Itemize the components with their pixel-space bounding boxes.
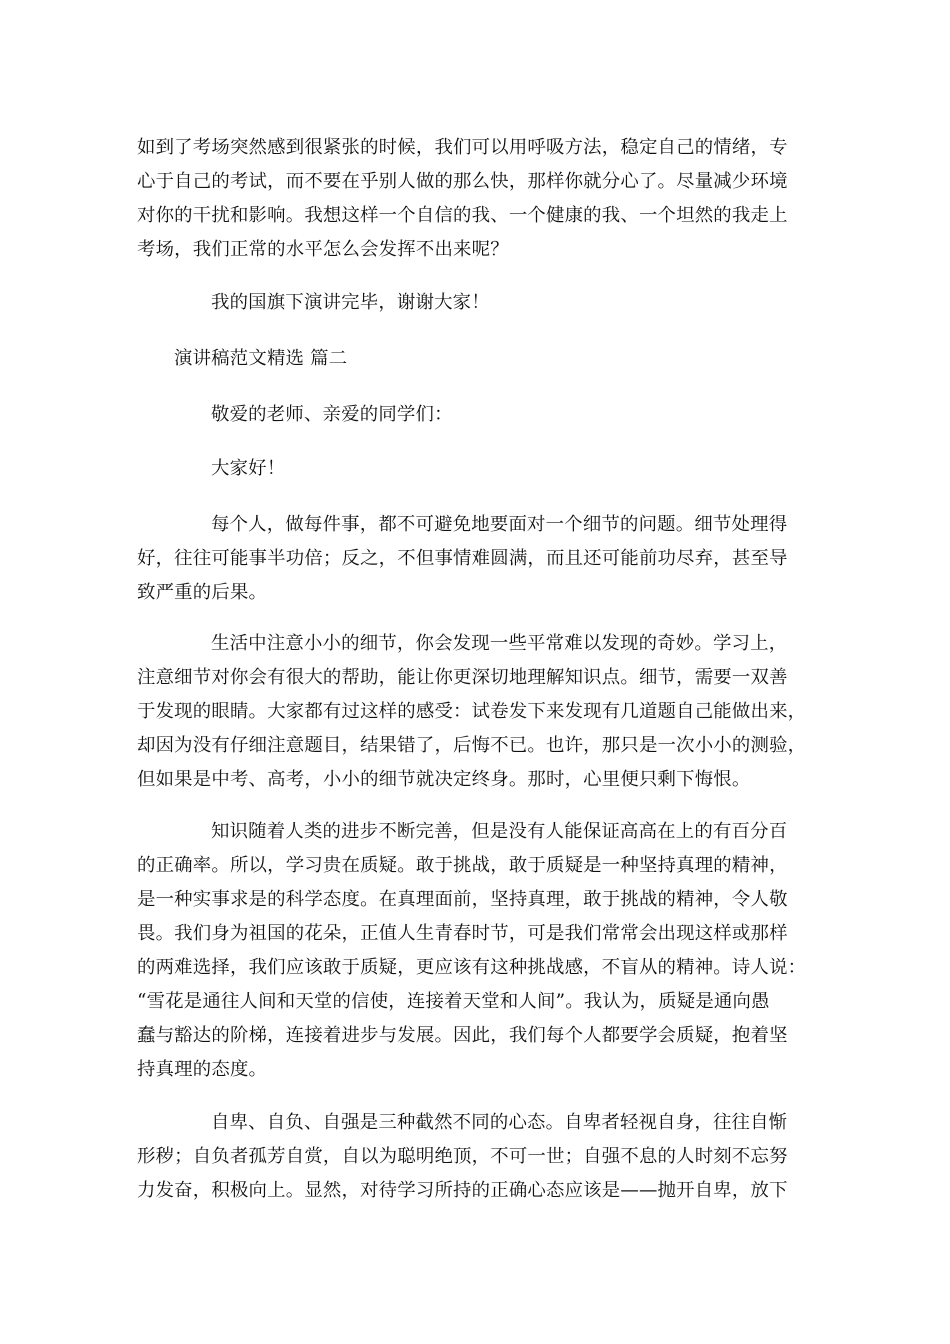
paragraph-life-details <box>137 627 815 797</box>
text-line: 致严重的后果。 <box>137 582 268 603</box>
text-line: 但如果是中考、高考，小小的细节就决定终身。那时，心里便只剩下悔恨。 <box>137 769 751 790</box>
text-line: 敬爱的老师、亲爱的同学们： <box>211 404 453 425</box>
paragraph-exam-nerves <box>137 131 815 267</box>
text-line: 对你的干扰和影响。我想这样一个自信的我、一个健康的我、一个坦然的我走上 <box>137 205 788 226</box>
text-line: 好，往往可能事半功倍；反之，不但事情难圆满，而且还可能前功尽弃，甚至导 <box>137 548 788 569</box>
text-line: 自卑、自负、自强是三种截然不同的心态。自卑者轻视自身，往往自惭 <box>211 1112 788 1133</box>
text-line: 的两难选择，我们应该敢于质疑，更应该有这种挑战感，不盲从的精神。诗人说： <box>137 957 807 978</box>
section-heading <box>137 342 815 376</box>
text-line: 大家好！ <box>211 458 286 479</box>
paragraph-questioning <box>137 815 815 1087</box>
text-line: 的正确率。所以，学习贵在质疑。敢于挑战，敢于质疑是一种坚持真理的精神， <box>137 855 788 876</box>
text-line: 畏。我们身为祖国的花朵，正值人生青春时节，可是我们常常会出现这样或那样 <box>137 923 788 944</box>
text-line: 注意细节对你会有很大的帮助，能让你更深切地理解知识点。细节，需要一双善 <box>137 667 788 688</box>
text-line: 持真理的态度。 <box>137 1059 268 1080</box>
paragraph-salutation <box>137 398 815 432</box>
paragraph-details <box>137 508 815 610</box>
text-line: 演讲稿范文精选 篇二 <box>174 348 348 369</box>
text-line: 如到了考场突然感到很紧张的时候，我们可以用呼吸方法，稳定自己的情绪，专 <box>137 137 788 158</box>
text-line: 每个人，做每件事，都不可避免地要面对一个细节的问题。细节处理得 <box>211 514 788 535</box>
text-line: 我的国旗下演讲完毕，谢谢大家！ <box>211 292 490 313</box>
text-line: “雪花是通往人间和天堂的信使，连接着天堂和人间”。我认为，质疑是通向愚 <box>137 991 770 1012</box>
text-line: 心于自己的考试，而不要在乎别人做的那么快，那样你就分心了。尽量减少环境 <box>137 171 788 192</box>
text-line: 蠢与豁达的阶梯，连接着进步与发展。因此，我们每个人都要学会质疑，抱着坚 <box>137 1025 788 1046</box>
text-line: 生活中注意小小的细节，你会发现一些平常难以发现的奇妙。学习上， <box>211 633 788 654</box>
paragraph-closing <box>137 286 815 320</box>
text-line: 于发现的眼睛。大家都有过这样的感受：试卷发下来发现有几道题自己能做出来， <box>137 701 807 722</box>
text-line: 考场，我们正常的水平怎么会发挥不出来呢？ <box>137 239 509 260</box>
text-line: 是一种实事求是的科学态度。在真理面前，坚持真理，敢于挑战的精神，令人敬 <box>137 889 788 910</box>
paragraph-greeting <box>137 452 815 486</box>
text-line: 知识随着人类的进步不断完善，但是没有人能保证高高在上的有百分百 <box>211 821 788 842</box>
text-line: 形秽；自负者孤芳自赏，自以为聪明绝顶，不可一世；自强不息的人时刻不忘努 <box>137 1146 788 1167</box>
paragraph-mindset <box>137 1106 815 1208</box>
text-line: 力发奋，积极向上。显然，对待学习所持的正确心态应该是——抛开自卑，放下 <box>137 1180 788 1201</box>
text-line: 却因为没有仔细注意题目，结果错了，后悔不已。也许，那只是一次小小的测验， <box>137 735 807 756</box>
